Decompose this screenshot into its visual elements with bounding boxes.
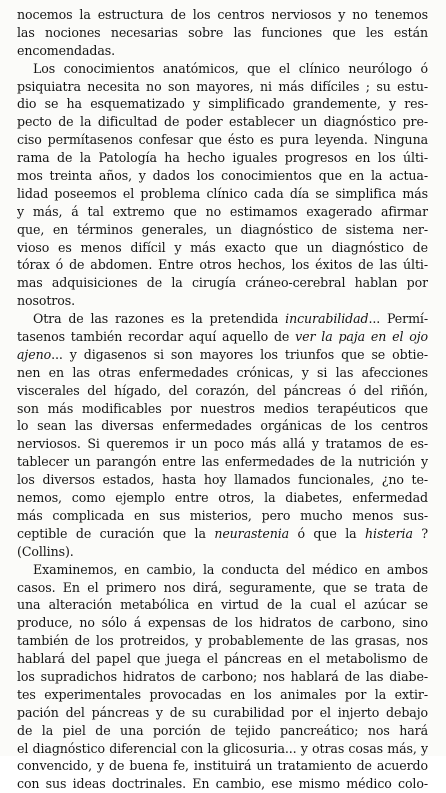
text-line: rama de la Patología ha hecho iguales progresos en los últi- [17,150,428,166]
text-line: ciso permítasenos confesar que ésto es pura leyenda. Ninguna [17,132,428,148]
text-line: el diagnóstico diferencial con la glicosuria... y otras cosas más, y [17,740,428,756]
text-line: también de los protreidos, y probablemente de las grasas, nos [17,633,428,649]
text-line: nen en las otras enfermedades crónicas, y si las afecciones [17,364,428,380]
text-line: convencido, y de buena fe, instituirá un tratamiento de acuerdo [17,758,428,774]
paragraph [17,561,428,793]
text-line: con sus ideas doctrinales. En cambio, ese mismo médico colo- [17,776,428,792]
text-line: ajeno... y digasenos si son mayores los triunfos que se obtie- [17,346,428,362]
text-line: mas adquisiciones de la cirugía cráneo-cerebral hablan por [17,275,428,291]
text-line: pación del páncreas y de su curabilidad por el injerto debajo [17,704,428,720]
text-line: (Collins). [17,543,74,559]
text-line: tórax ó de abdomen. Entre otros hechos, los éxitos de las últi- [17,257,428,273]
paragraph [17,60,428,310]
text-line: nosotros. [17,293,75,309]
text-line: de la piel de una porción de tejido pancreático; nos hará [17,722,428,738]
text-line: tasenos también recordar aquí aquello de ver la paja en el ojo [17,329,428,345]
body-text [17,6,428,793]
text-line: Los conocimientos anatómicos, que el clínico neurólogo ó [33,60,428,76]
text-line: más complicada en sus misterios, pero mucho menos sus- [17,507,428,523]
text-line: encomendadas. [17,42,116,58]
text-line: Otra de las razones es la pretendida incurabilidad... Permí- [33,311,428,327]
text-line: nocemos la estructura de los centros nerviosos y no tenemos [17,7,428,22]
text-line: vioso es menos difícil y más exacto que un diagnóstico de [17,239,428,255]
text-line: mos treinta años, y dados los conocimientos que en la actua- [17,168,428,184]
text-line: psiquiatra necesita no son mayores, ni más difíciles ; su estu- [17,78,428,94]
text-line: tes experimentales provocadas en los animales por la extir- [17,686,428,702]
text-line: los supradichos hidratos de carbono; nos hablará de las diabe- [17,668,428,684]
text-line: ceptible de curación que la neurastenia ó que la histeria ? [17,525,428,541]
text-line: dio se ha esquematizado y simplificado grandemente, y res- [17,96,428,112]
text-line: nemos, como ejemplo entre otros, la diabetes, enfermedad [17,490,428,506]
text-line: tablecer un parangón entre las enfermedades de la nutrición y [17,454,428,470]
text-line: los diversos estados, hasta hoy llamados funcionales, ¿no te- [17,472,428,488]
text-line: Examinemos, en cambio, la conducta del médico en ambos [33,561,428,577]
text-line: pecto de la dificultad de poder establecer un diagnóstico pre- [17,114,428,130]
text-line: lidad poseemos el problema clínico cada día se simplifica más [17,185,428,201]
text-line: casos. En el primero nos dirá, seguramente, que se trata de [17,579,428,595]
text-line: hablará del papel que juega el páncreas en el metabolismo de [17,651,428,667]
text-line: y más, á tal extremo que no estimamos exagerado afirmar [17,203,428,219]
text-line: lo sean las diversas enfermedades orgánicas de los centros [17,418,428,434]
text-line: nerviosos. Si queremos ir un poco más allá y tratamos de es- [17,436,428,452]
paragraph [17,310,428,560]
paragraph [17,6,428,60]
text-line: produce, no sólo á expensas de los hidratos de carbono, sino [17,615,428,631]
text-line: que, en términos generales, un diagnóstico de sistema ner- [17,221,428,237]
text-line: las nociones necesarias sobre las funciones que les están [17,24,428,40]
text-line: viscerales del hígado, del corazón, del páncreas ó del riñón, [17,382,428,398]
text-line: una alteración metabólica en virtud de la cual el azúcar se [17,597,428,613]
text-line: son más modificables por nuestros medios terapéuticos que [17,400,428,416]
